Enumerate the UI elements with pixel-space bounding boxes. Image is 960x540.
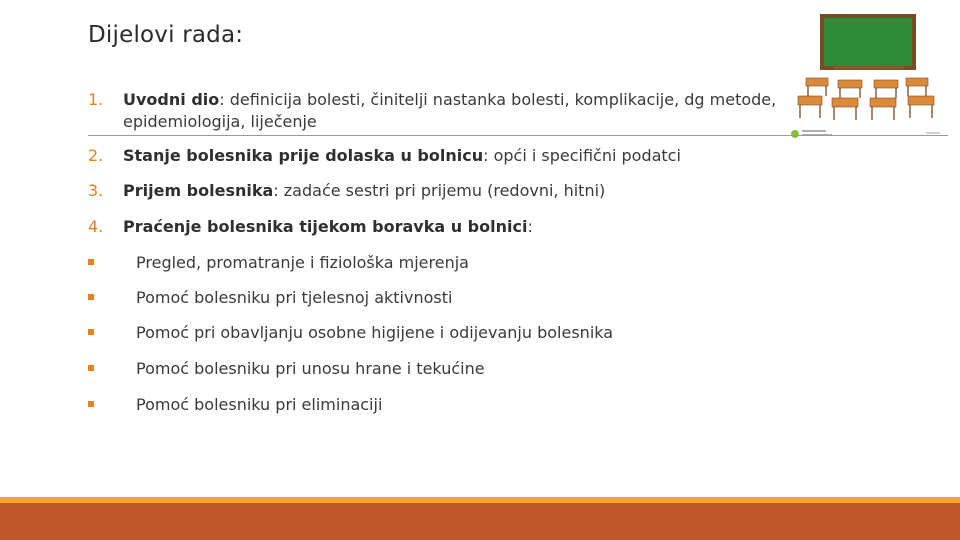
item-heading: Praćenje bolesnika tijekom boravka u bolnici	[123, 217, 528, 236]
bullet-text: Pomoć bolesniku pri eliminaciji	[136, 395, 383, 414]
bullet-item	[88, 287, 848, 309]
item-detail: : zadaće sestri pri prijemu (redovni, hitni)	[273, 181, 606, 200]
item-detail-line2: epidemiologija, liječenje	[123, 112, 317, 131]
bullet-text: Pomoć bolesniku pri tjelesnoj aktivnosti	[136, 288, 453, 307]
item-number: 1.	[88, 90, 104, 109]
list-item-1	[88, 89, 848, 131]
square-bullet-icon	[88, 259, 94, 265]
item-text	[123, 89, 776, 110]
item-detail: : opći i specifični podatci	[483, 146, 681, 165]
item-number: 4.	[88, 217, 104, 236]
square-bullet-icon	[88, 294, 94, 300]
list-item-2	[88, 145, 848, 167]
bullet-item	[88, 322, 848, 344]
item-number: 3.	[88, 181, 104, 200]
bullet-text: Pomoć pri obavljanju osobne higijene i odijevanju bolesnika	[136, 323, 614, 342]
bullet-item	[88, 394, 848, 416]
item-detail: : definicija bolesti, činitelji nastanka bolesti, komplikacije, dg metode,	[219, 90, 777, 109]
bullet-text: Pomoć bolesniku pri unosu hrane i tekućine	[136, 359, 485, 378]
bullet-item	[88, 358, 848, 380]
square-bullet-icon	[88, 401, 94, 407]
list-item-3	[88, 180, 848, 202]
item-heading: Prijem bolesnika	[123, 181, 274, 200]
item-heading: Stanje bolesnika prije dolaska u bolnicu	[123, 146, 484, 165]
bullet-text: Pregled, promatranje i fiziološka mjerenja	[136, 253, 469, 272]
item-text	[123, 216, 533, 237]
footer-bar	[0, 503, 960, 540]
list-item-4	[88, 216, 848, 238]
divider	[88, 135, 948, 136]
square-bullet-icon	[88, 329, 94, 335]
square-bullet-icon	[88, 365, 94, 371]
item-text	[123, 180, 605, 201]
item-heading: Uvodni dio	[123, 90, 220, 109]
item-detail: :	[527, 217, 533, 236]
item-text	[123, 145, 681, 166]
slide-title: Dijelovi rada:	[88, 22, 244, 48]
item-number: 2.	[88, 146, 104, 165]
bullet-item	[88, 252, 848, 274]
